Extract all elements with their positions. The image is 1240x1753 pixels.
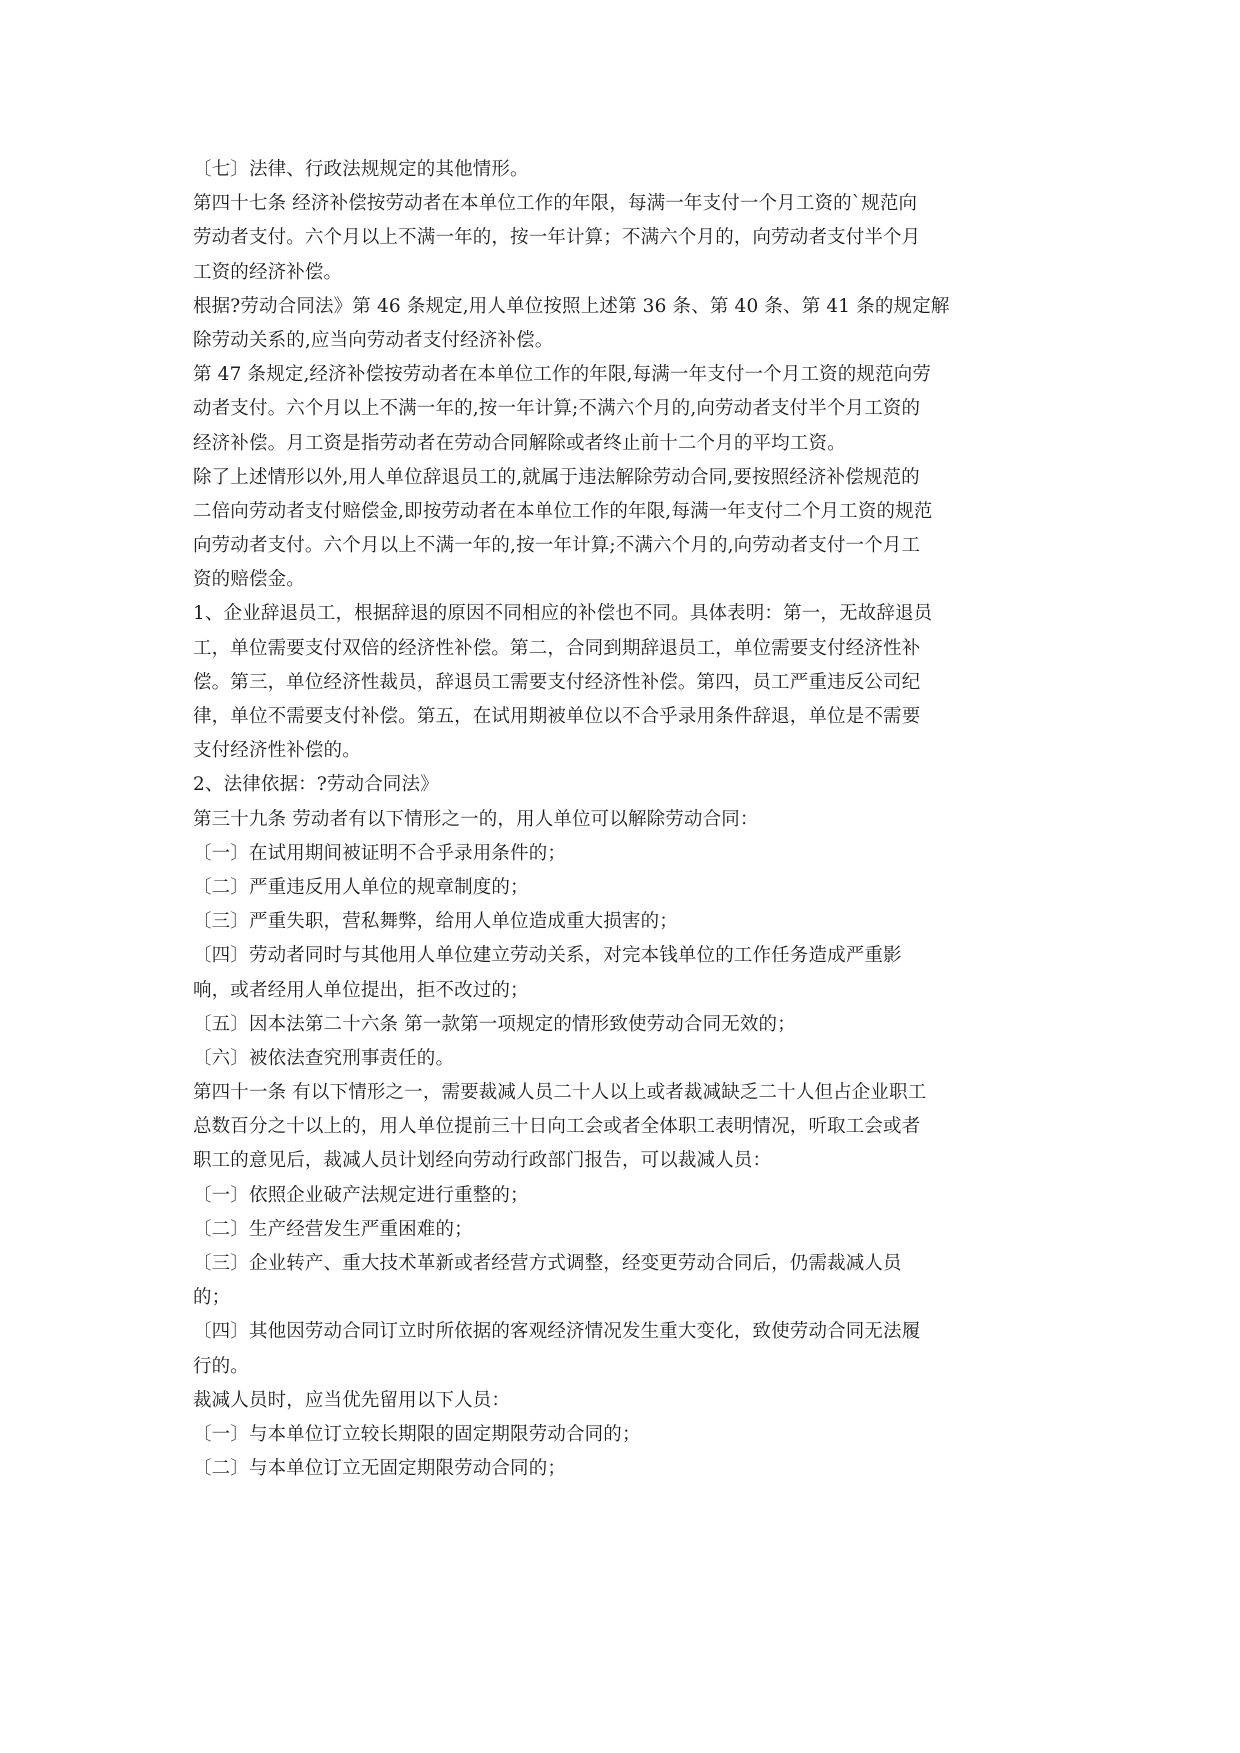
text-line: 第四十一条 有以下情形之一，需要裁减人员二十人以上或者裁减缺乏二十人但占企业职工 [193, 1082, 927, 1104]
text-line: 总数百分之十以上的，用人单位提前三十日向工会或者全体职工表明情况，听取工会或者 [193, 1116, 921, 1138]
text-line: 裁减人员时，应当优先留用以下人员： [193, 1389, 511, 1411]
text-line: 第三十九条 劳动者有以下情形之一的，用人单位可以解除劳动合同： [193, 808, 759, 830]
text-line: 经济补偿。月工资是指劳动者在劳动合同解除或者终止前十二个月的平均工资。 [193, 432, 846, 454]
document-body [193, 153, 1068, 1486]
text-line: 律，单位不需要支付补偿。第五，在试用期被单位以不合乎录用条件辞退，单位是不需要 [193, 706, 921, 727]
text-line: 〔五〕因本法第二十六条 第一款第一项规定的情形致使劳动合同无效的； [193, 1013, 796, 1035]
text-line: 向劳动者支付。六个月以上不满一年的,按一年计算;不满六个月的,向劳动者支付一个月工 [193, 535, 921, 557]
text-line: 〔一〕与本单位订立较长期限的固定期限劳动合同的； [193, 1423, 641, 1445]
text-line: 〔七〕法律、行政法规规定的其他情形。 [193, 159, 529, 180]
text-line: 支付经济性补偿的。 [193, 740, 361, 762]
text-line: 除了上述情形以外,用人单位辞退员工的,就属于违法解除劳动合同,要按照经济补偿规范的 [193, 466, 920, 488]
text-line: 资的赔偿金。 [193, 569, 305, 591]
text-line: 根据?劳动合同法》第 46 条规定,用人单位按照上述第 36 条、第 40 条、第 41 条的规定解 [193, 295, 950, 317]
text-line: 动者支付。六个月以上不满一年的,按一年计算;不满六个月的,向劳动者支付半个月工资的 [193, 398, 921, 420]
text-line: 〔三〕严重失职，营私舞弊，给用人单位造成重大损害的； [193, 911, 678, 933]
text-line: 〔一〕在试用期间被证明不合乎录用条件的； [193, 842, 567, 864]
text-line: 职工的意见后，裁减人员计划经向劳动行政部门报告，可以裁减人员： [193, 1150, 772, 1172]
text-line: 第四十七条 经济补偿按劳动者在本单位工作的年限，每满一年支付一个月工资的`规范向 [193, 193, 918, 215]
text-line: 〔六〕被依法查究刑事责任的。 [193, 1047, 455, 1069]
text-line: 除劳动关系的,应当向劳动者支付经济补偿。 [193, 329, 554, 351]
text-line: 二倍向劳动者支付赔偿金,即按劳动者在本单位工作的年限,每满一年支付二个月工资的规范 [193, 500, 933, 522]
text-line: 〔三〕企业转产、重大技术革新或者经营方式调整，经变更劳动合同后，仍需裁减人员 [193, 1253, 902, 1274]
text-line: 的； [193, 1287, 231, 1309]
text-line: 第 47 条规定,经济补偿按劳动者在本单位工作的年限,每满一年支付一个月工资的规范向劳 [193, 364, 932, 386]
text-line: 〔四〕劳动者同时与其他用人单位建立劳动关系，对完本钱单位的工作任务造成严重影 [193, 945, 902, 967]
text-line: 〔一〕依照企业破产法规定进行重整的； [193, 1184, 529, 1206]
text-line: 工资的经济补偿。 [193, 261, 343, 283]
text-line: 行的。 [193, 1355, 249, 1377]
text-line: 响，或者经用人单位提出，拒不改过的； [193, 979, 529, 1001]
text-line: 工，单位需要支付双倍的经济性补偿。第二，合同到期辞退员工，单位需要支付经济性补 [193, 637, 921, 659]
text-line: 1、企业辞退员工，根据辞退的原因不同相应的补偿也不同。具体表明：第一，无故辞退员 [193, 603, 933, 625]
text-line: 2、法律依据：?劳动合同法》 [193, 774, 439, 796]
text-line: 〔二〕与本单位订立无固定期限劳动合同的； [193, 1458, 567, 1480]
text-line: 〔二〕严重违反用人单位的规章制度的； [193, 876, 529, 898]
text-line: 〔四〕其他因劳动合同订立时所依据的客观经济情况发生重大变化，致使劳动合同无法履 [193, 1321, 921, 1343]
text-line: 劳动者支付。六个月以上不满一年的，按一年计算；不满六个月的，向劳动者支付半个月 [193, 227, 921, 249]
text-line: 〔二〕生产经营发生严重困难的； [193, 1218, 473, 1240]
text-line: 偿。第三，单位经济性裁员，辞退员工需要支付经济性补偿。第四，员工严重违反公司纪 [193, 671, 921, 693]
